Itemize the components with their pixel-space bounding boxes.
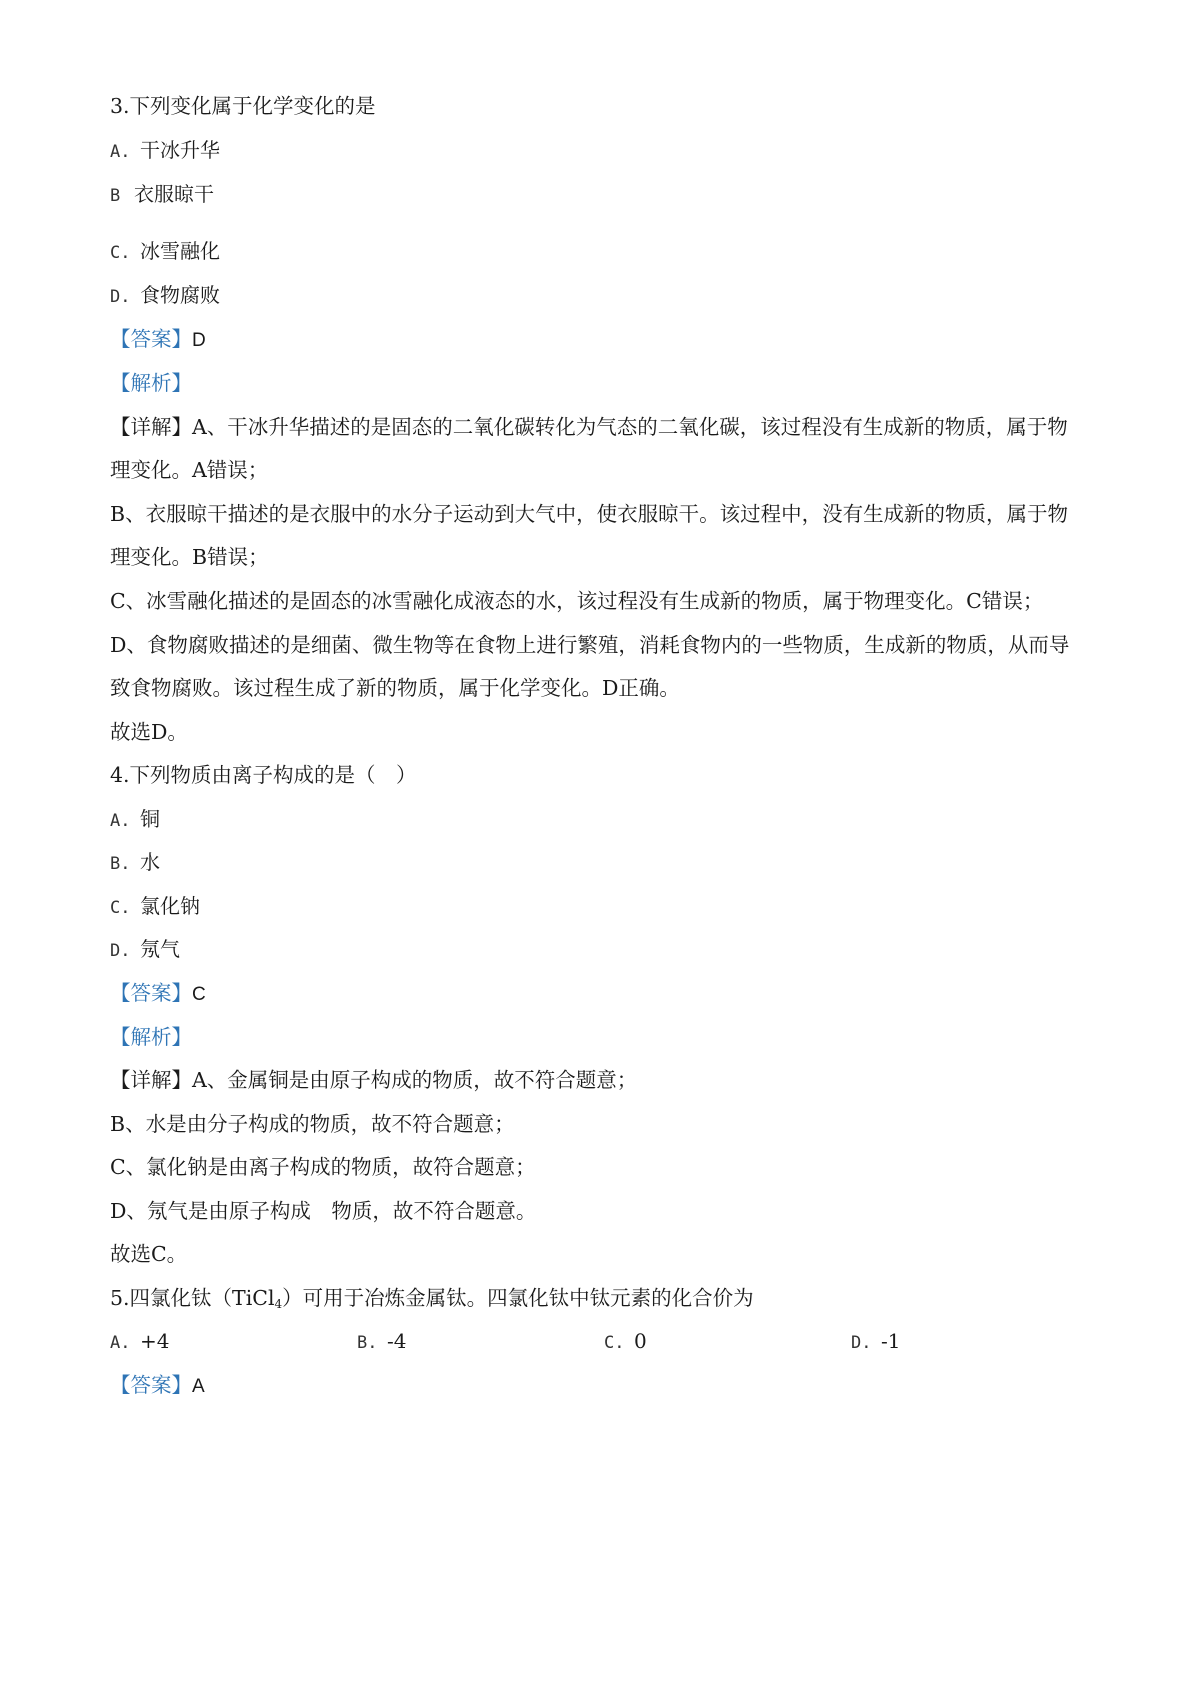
option-label: A. <box>110 1333 131 1353</box>
q4-option-c <box>110 892 1104 922</box>
option-text: 氯化钠 <box>140 894 200 918</box>
q5-answer <box>110 1371 1104 1401</box>
option-text: 铜 <box>140 807 160 831</box>
option-label: D. <box>851 1333 872 1353</box>
q4-detail-line: D、氖气是由原子构成 物质，故不符合题意。 <box>110 1199 537 1223</box>
option-text: 衣服晾干 <box>134 182 214 206</box>
option-text: 冰雪融化 <box>140 239 220 263</box>
question-3-stem: 3.下列变化属于化学变化的是 <box>110 94 376 118</box>
stem-text: 5.四氯化钛（TiCl <box>110 1286 275 1310</box>
q3-option-a <box>110 136 1104 166</box>
q3-detail-line: D、食物腐败描述的是细菌、微生物等在食物上进行繁殖，消耗食物内的一些物质，生成新的物质，从而导 <box>110 633 1070 657</box>
answer-tag: 【答案】 <box>110 327 192 351</box>
q3-option-c <box>110 237 1104 267</box>
answer-tag: 【答案】 <box>110 1373 192 1397</box>
q4-answer <box>110 979 1104 1009</box>
q5-option-a <box>110 1327 169 1357</box>
option-label: B. <box>357 1333 378 1353</box>
q3-detail-line: B、衣服晾干描述的是衣服中的水分子运动到大气中，使衣服晾干。该过程中，没有生成新的物质，属于物 <box>110 502 1069 526</box>
q4-analysis-heading <box>110 1023 1104 1051</box>
option-label: B. <box>110 854 131 874</box>
analysis-tag: 【解析】 <box>110 371 192 395</box>
q3-option-d <box>110 281 1104 311</box>
option-text: 氖气 <box>140 937 180 961</box>
option-label: A. <box>110 811 131 831</box>
q3-detail-line: 【详解】A、干冰升华描述的是固态的二氧化碳转化为气态的二氧化碳，该过程没有生成新的物质，属于物 <box>110 415 1068 439</box>
answer-value: A <box>192 1376 205 1397</box>
option-text: 水 <box>140 850 160 874</box>
q4-detail-line: C、氯化钠是由离子构成的物质，故符合题意； <box>110 1155 536 1179</box>
q5-option-b <box>357 1327 406 1357</box>
question-5-stem <box>110 1284 1104 1318</box>
option-text: -4 <box>387 1329 407 1353</box>
q3-answer <box>110 325 1104 355</box>
option-label: C. <box>604 1333 625 1353</box>
option-text: +4 <box>140 1329 170 1353</box>
q4-option-d <box>110 935 1104 965</box>
q3-analysis-heading <box>110 369 1104 397</box>
q3-detail-line: 理变化。A错误； <box>110 458 269 482</box>
q5-option-c <box>604 1327 647 1357</box>
option-label: C. <box>110 243 131 263</box>
answer-tag: 【答案】 <box>110 981 192 1005</box>
q3-detail-line: C、冰雪融化描述的是固态的冰雪融化成液态的水，该过程没有生成新的物质，属于物理变化。C错误； <box>110 589 1044 613</box>
question-4-stem: 4.下列物质由离子构成的是（ ） <box>110 763 417 787</box>
option-label: D. <box>110 941 131 961</box>
answer-value: C <box>192 984 206 1005</box>
answer-value: D <box>192 330 206 351</box>
q4-option-b <box>110 848 1104 878</box>
q4-detail-line: 【详解】A、金属铜是由原子构成的物质，故不符合题意； <box>110 1068 638 1092</box>
analysis-tag: 【解析】 <box>110 1025 192 1049</box>
option-label: A. <box>110 142 131 162</box>
q3-option-b <box>110 180 1104 210</box>
option-label: C. <box>110 898 131 918</box>
q4-detail-line: B、水是由分子构成的物质，故不符合题意； <box>110 1112 515 1136</box>
subscript: 4 <box>274 1297 283 1311</box>
q4-option-a <box>110 805 1104 835</box>
option-label: D. <box>110 287 131 307</box>
q5-options-row <box>110 1327 1104 1355</box>
option-text: -1 <box>881 1329 901 1353</box>
q3-detail-line: 致食物腐败。该过程生成了新的物质，属于化学变化。D正确。 <box>110 676 680 700</box>
stem-text: ）可用于冶炼金属钛。四氯化钛中钛元素的化合价为 <box>282 1286 754 1310</box>
option-text: 食物腐败 <box>140 283 220 307</box>
option-label: B <box>110 186 121 206</box>
option-text: 0 <box>634 1329 647 1353</box>
q5-option-d <box>851 1327 900 1357</box>
q4-conclusion: 故选C。 <box>110 1242 188 1266</box>
option-text: 干冰升华 <box>140 138 220 162</box>
q3-conclusion: 故选D。 <box>110 720 188 744</box>
q3-detail-line: 理变化。B错误； <box>110 545 269 569</box>
